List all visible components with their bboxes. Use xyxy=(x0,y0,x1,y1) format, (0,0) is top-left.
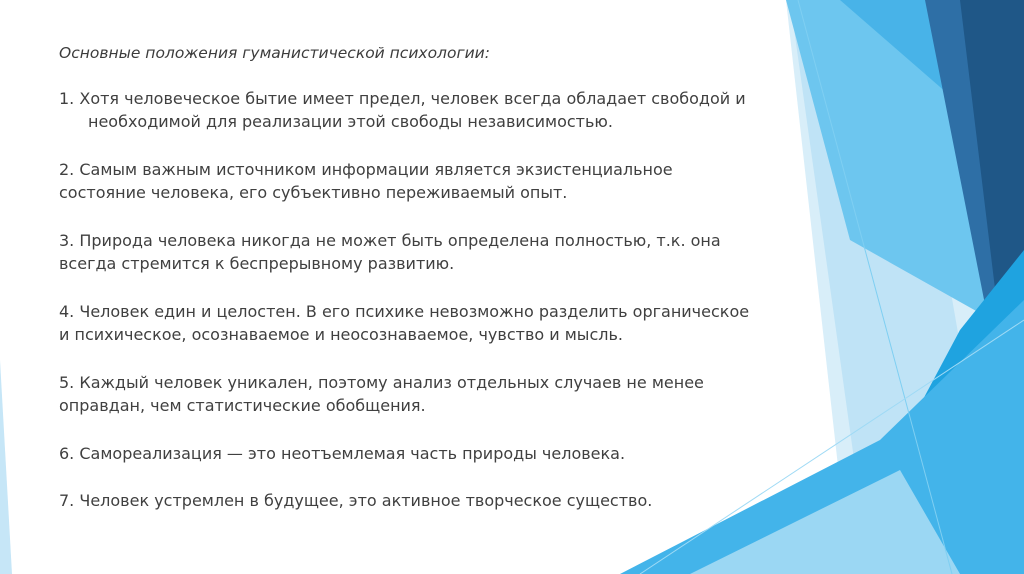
slide-content xyxy=(59,42,759,513)
list-item: 1. Хотя человеческое бытие имеет предел, человек всегда обладает свободой и необходимой для реализации этой свободы независимостью. xyxy=(59,88,746,131)
list-item: 6. Самореализация — это неотъемлемая часть природы человека. xyxy=(59,443,626,463)
list-item: 5. Каждый человек уникален, поэтому анализ отдельных случаев не менее оправдан, чем статистические обобщения. xyxy=(59,372,704,415)
list-item: 4. Человек един и целостен. В его психике невозможно разделить органическое и психическое, осознаваемое и неосознаваемое, чувство и мысль. xyxy=(59,301,750,344)
list-item: 2. Самым важным источником информации является экзистенциальное состояние человека, его субъективно переживаемый опыт. xyxy=(59,159,673,202)
list-item: 7. Человек устремлен в будущее, это активное творческое существо. xyxy=(59,491,653,510)
list-item: 3. Природа человека никогда не может быть определена полностью, т.к. она всегда стремится к беспрерывному развитию. xyxy=(59,230,721,273)
decor-shape-left-edge xyxy=(0,360,12,574)
slide-title: Основные положения гуманистической психологии: xyxy=(59,44,490,62)
